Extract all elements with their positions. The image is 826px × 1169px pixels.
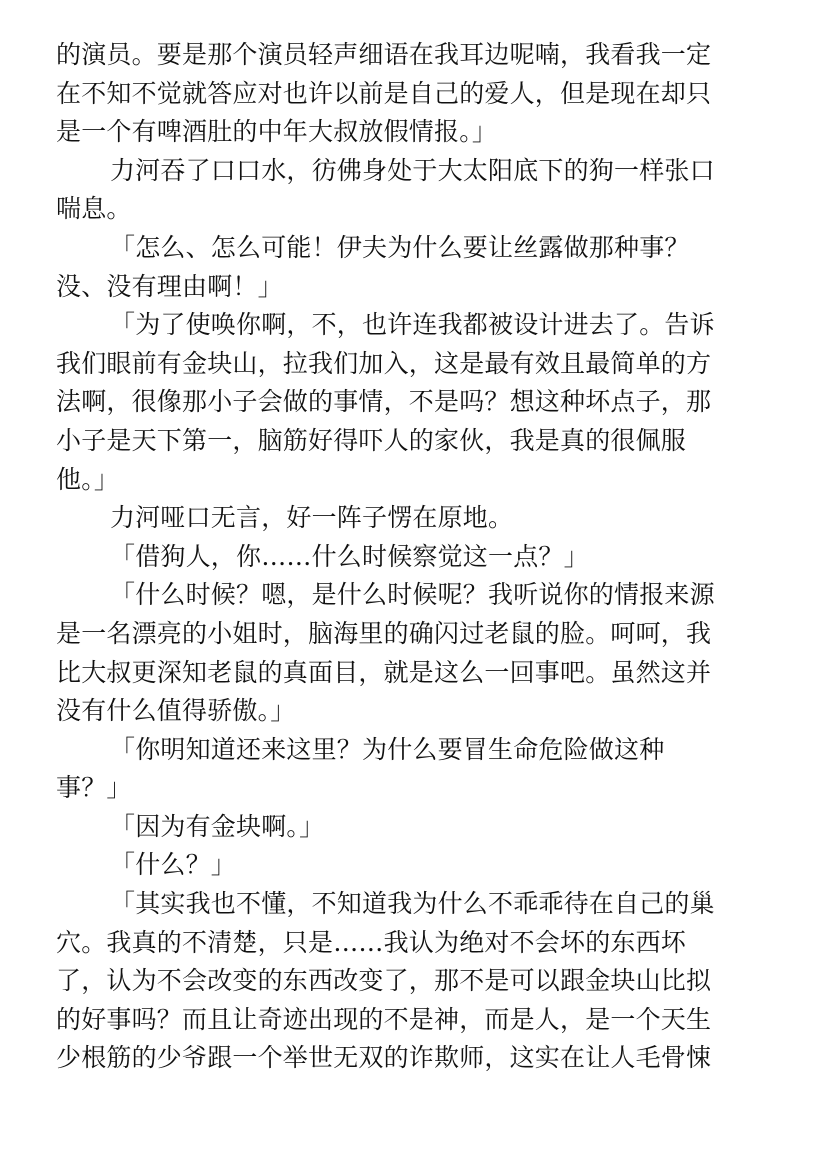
text-line: 「什么时候？嗯，是什么时候呢？我听说你的情报来源 xyxy=(110,580,715,610)
text-line: 「为了使唤你啊，不，也许连我都被设计进去了。告诉 xyxy=(110,310,715,340)
text-line: 「其实我也不懂，不知道我为什么不乖乖待在自己的巢 xyxy=(110,889,715,919)
text-line: 力河吞了口口水，彷佛身处于大太阳底下的狗一样张口 xyxy=(110,155,715,185)
text-line: 小子是天下第一，脑筋好得吓人的家伙，我是真的很佩服 xyxy=(56,425,687,455)
text-line: 在不知不觉就答应对也许以前是自己的爱人，但是现在却只 xyxy=(56,78,712,108)
text-line: 穴。我真的不清楚，只是……我认为绝对不会坏的东西坏 xyxy=(56,927,687,957)
text-line: 「你明知道还来这里？为什么要冒生命危险做这种 xyxy=(110,734,665,764)
text-line: 「借狗人，你……什么时候察觉这一点？」 xyxy=(110,541,589,571)
text-line: 喘息。 xyxy=(56,194,132,224)
document-page xyxy=(56,36,756,1078)
text-line: 的好事吗？而且让奇迹出现的不是神，而是人，是一个天生 xyxy=(56,1004,712,1034)
text-line: 法啊，很像那小子会做的事情，不是吗？想这种坏点子，那 xyxy=(56,387,712,417)
text-line: 没、没有理由啊！」 xyxy=(56,271,283,301)
text-line: 的演员。要是那个演员轻声细语在我耳边呢喃，我看我一定 xyxy=(56,40,712,69)
text-line: 「什么？」 xyxy=(110,850,237,880)
text-line: 「因为有金块啊。」 xyxy=(110,811,325,841)
text-line: 是一个有啤酒肚的中年大叔放假情报。」 xyxy=(56,117,498,147)
text-line: 我们眼前有金块山，拉我们加入，这是最有效且最简单的方 xyxy=(56,348,712,378)
text-line: 事？」 xyxy=(56,773,132,803)
text-line: 「怎么、怎么可能！伊夫为什么要让丝露做那种事？ xyxy=(110,232,690,262)
text-line: 了，认为不会改变的东西改变了，那不是可以跟金块山比拟 xyxy=(56,966,712,996)
text-line: 他。」 xyxy=(56,464,120,494)
text-line: 没有什么值得骄傲。」 xyxy=(56,696,296,726)
text-line: 力河哑口无言，好一阵子愣在原地。 xyxy=(110,503,514,533)
text-line: 是一名漂亮的小姐时，脑海里的确闪过老鼠的脸。呵呵，我 xyxy=(56,618,712,648)
text-line: 比大叔更深知老鼠的真面目，就是这么一回事吧。虽然这并 xyxy=(56,657,712,687)
text-line: 少根筋的少爷跟一个举世无双的诈欺师，这实在让人毛骨悚 xyxy=(56,1043,712,1073)
